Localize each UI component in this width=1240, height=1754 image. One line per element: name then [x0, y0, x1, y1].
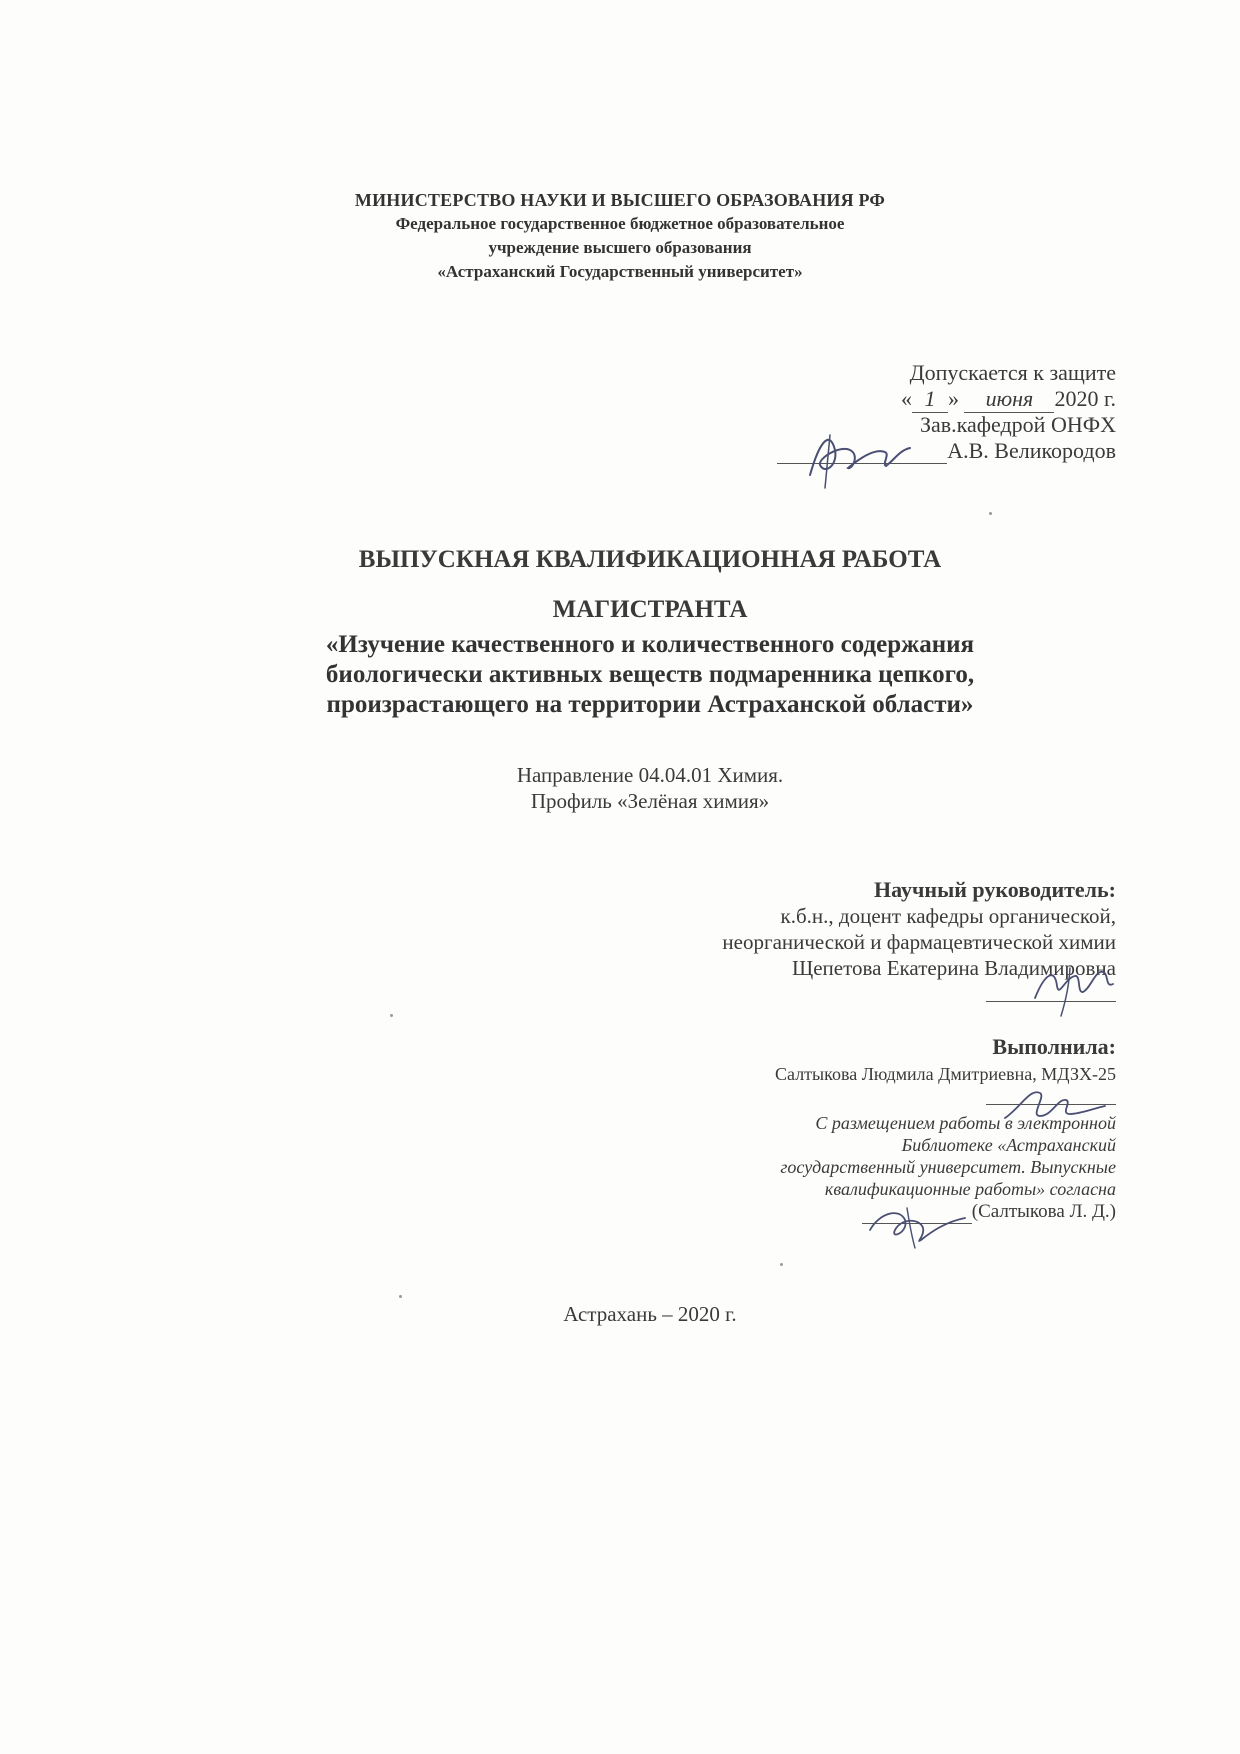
work-title-line-2: МАГИСТРАНТА	[552, 596, 748, 623]
consent-signature-blank	[862, 1203, 972, 1224]
scan-speck	[989, 512, 992, 515]
admission-date	[656, 386, 1116, 412]
profile-line: Профиль «Зелёная химия»	[530, 789, 770, 813]
supervisor-degree: к.б.н., доцент кафедры органической,	[780, 904, 1116, 928]
head-position: Зав.кафедрой ОНФХ	[919, 412, 1116, 437]
performer-label: Выполнила:	[992, 1034, 1116, 1059]
admission-title: Допускается к защите	[909, 360, 1116, 385]
head-name: А.В. Великородов	[947, 438, 1116, 463]
supervisor-signature-row	[516, 981, 1116, 1008]
performer-name: Салтыкова Людмила Дмитриевна, МДЗХ-25	[775, 1064, 1116, 1084]
supervisor-department: неорганической и фармацевтической химии	[722, 930, 1116, 954]
consent-line-3: государственный университет. Выпускные	[780, 1157, 1116, 1177]
institution-type-line-1: Федеральное государственное бюджетное образовательное	[395, 214, 845, 233]
performer-block	[516, 1032, 1116, 1224]
institution-type-line-2: учреждение высшего образования	[488, 238, 752, 257]
consent-name: (Салтыкова Л. Д.)	[971, 1201, 1116, 1222]
supervisor-label: Научный руководитель:	[874, 877, 1116, 902]
date-open-quote: «	[900, 386, 912, 411]
performer-signature-row	[516, 1086, 1116, 1112]
date-year: 2020 г.	[1054, 386, 1116, 411]
topic-line-1: «Изучение качественного и количественного содержания	[325, 631, 975, 658]
scan-speck	[780, 1263, 783, 1266]
work-title	[0, 535, 1240, 635]
study-direction	[0, 762, 1240, 814]
institution-header	[0, 188, 1240, 284]
admission-block	[656, 360, 1116, 464]
work-title-line-1: ВЫПУСКНАЯ КВАЛИФИКАЦИОННАЯ РАБОТА	[358, 546, 942, 573]
head-signature-blank	[777, 443, 947, 464]
topic-line-3: произрастающего на территории Астраханской области»	[326, 691, 974, 718]
supervisor-name: Щепетова Екатерина Владимировна	[792, 956, 1116, 980]
direction-line: Направление 04.04.01 Химия.	[516, 763, 784, 787]
date-close-quote: »	[947, 386, 959, 411]
scan-speck	[399, 1295, 402, 1298]
topic-line-2: биологически активных веществ подмаренника цепкого,	[325, 661, 975, 688]
consent-signature-row	[516, 1200, 1116, 1224]
performer-signature-blank	[986, 1086, 1116, 1105]
consent-line-1: С размещением работы в электронной	[815, 1113, 1116, 1133]
city-year: Астрахань – 2020 г.	[563, 1302, 737, 1326]
supervisor-signature-blank	[986, 981, 1116, 1002]
consent-line-2: Библиотеке «Астраханский	[901, 1135, 1116, 1155]
consent-line-4: квалификационные работы» согласна	[824, 1179, 1116, 1199]
date-day: 1	[912, 386, 948, 413]
university-name: «Астраханский Государственный университет»	[437, 262, 803, 281]
thesis-topic	[0, 630, 1240, 720]
scan-speck	[390, 1014, 393, 1017]
ministry-name: МИНИСТЕРСТВО НАУКИ И ВЫСШЕГО ОБРАЗОВАНИЯ РФ	[354, 190, 886, 210]
supervisor-block	[516, 877, 1116, 1008]
head-signature-line	[656, 438, 1116, 464]
date-month: июня	[964, 386, 1054, 413]
